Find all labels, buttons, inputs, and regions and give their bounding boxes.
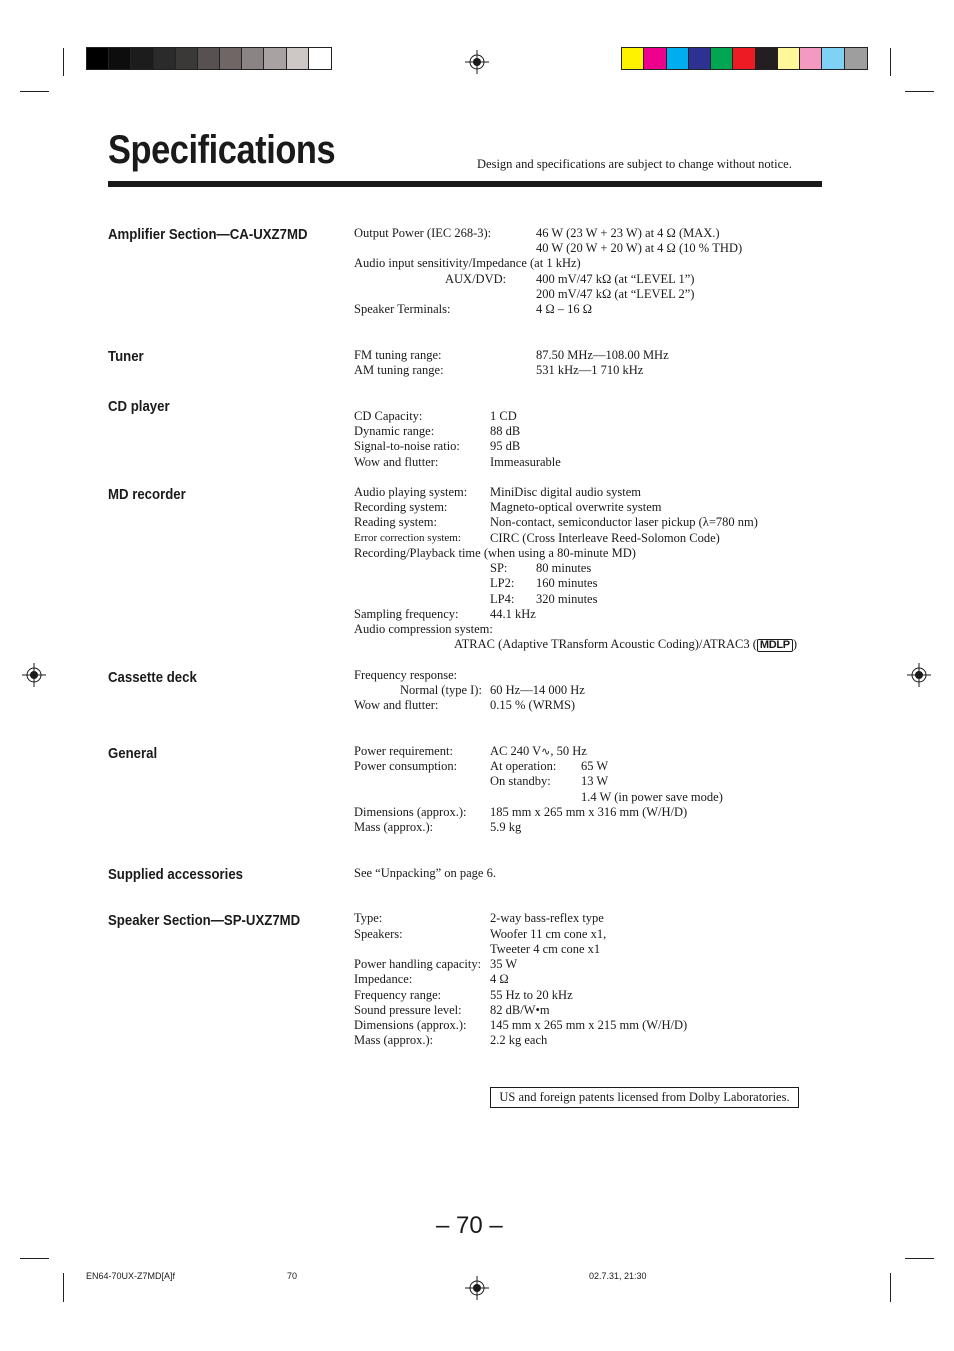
spec-value: 44.1 kHz [490, 607, 536, 621]
color-calibration-bar [621, 47, 868, 70]
section-heading-tuner: Tuner [108, 348, 144, 365]
crop-mark-bottom-left-v [63, 1273, 64, 1302]
spec-label: Dynamic range: [354, 424, 435, 438]
spec-value: 65 W [581, 759, 609, 773]
spec-value: , 50 Hz [550, 744, 587, 758]
spec-value: 2-way bass-reflex type [490, 911, 604, 925]
spec-value-compression [454, 637, 797, 652]
spec-value: 13 W [581, 774, 609, 788]
spec-label: AUX/DVD: [445, 272, 507, 286]
section-heading-general: General [108, 745, 158, 762]
crop-mark-top-right-h [905, 91, 934, 92]
spec-label: FM tuning range: [354, 348, 442, 362]
registration-mark-icon [465, 50, 489, 74]
gray-swatch [87, 48, 109, 69]
spec-label: Dimensions (approx.): [354, 1018, 467, 1032]
crop-mark-top-right-v [890, 48, 891, 76]
spec-label: Power handling capacity: [354, 957, 482, 971]
spec-label: Output Power (IEC 268-3): [354, 226, 492, 240]
spec-label: Recording/Playback time (when using a 80-minute MD) [354, 546, 636, 560]
spec-label: Speaker Terminals: [354, 302, 451, 316]
footer-date: 02.7.31, 21:30 [589, 1271, 647, 1281]
color-swatch [622, 48, 644, 69]
spec-label: Impedance: [354, 972, 413, 986]
color-swatch [822, 48, 844, 69]
section-heading-cd-player: CD player [108, 398, 170, 415]
gray-swatch [109, 48, 131, 69]
grayscale-color-bar [86, 47, 332, 70]
spec-value: Tweeter 4 cm cone x1 [490, 942, 601, 956]
spec-value: 95 dB [490, 439, 521, 453]
spec-label: Mass (approx.): [354, 1033, 434, 1047]
crop-mark-top-left-h [20, 91, 49, 92]
spec-value: 87.50 MHz—108.00 MHz [536, 348, 669, 362]
spec-label: Mass (approx.): [354, 820, 434, 834]
spec-label: Error correction system: [354, 532, 461, 544]
spec-label: Signal-to-noise ratio: [354, 439, 460, 453]
spec-label: LP4: [490, 592, 515, 606]
gray-swatch [198, 48, 220, 69]
gray-swatch [176, 48, 198, 69]
spec-value: 200 mV/47 kΩ (at “LEVEL 2”) [536, 287, 695, 301]
spec-value: 400 mV/47 kΩ (at “LEVEL 1”) [536, 272, 695, 286]
color-swatch [778, 48, 800, 69]
ac-symbol-icon: ∿ [541, 746, 551, 758]
color-swatch [756, 48, 778, 69]
page-title: Specifications [108, 128, 336, 172]
section-heading-md-recorder: MD recorder [108, 486, 186, 503]
spec-label: Normal (type I): [400, 683, 482, 697]
spec-label: SP: [490, 561, 508, 575]
color-swatch [644, 48, 666, 69]
spec-value: 531 kHz—1 710 kHz [536, 363, 644, 377]
color-swatch [667, 48, 689, 69]
section-heading-speaker: Speaker Section—SP-UXZ7MD [108, 912, 301, 929]
crop-mark-bottom-right-h [905, 1258, 934, 1259]
spec-value: 0.15 % (WRMS) [490, 698, 576, 712]
spec-label: Power requirement: [354, 744, 453, 758]
registration-mark-icon [465, 1276, 489, 1300]
spec-label: On standby: [490, 774, 551, 788]
color-swatch [711, 48, 733, 69]
spec-value: 185 mm x 265 mm x 316 mm (W/H/D) [490, 805, 688, 819]
spec-label: CD Capacity: [354, 409, 423, 423]
spec-value: See “Unpacking” on page 6. [354, 866, 496, 880]
gray-swatch [287, 48, 309, 69]
spec-label: Type: [354, 911, 383, 925]
spec-label: Audio playing system: [354, 485, 468, 499]
spec-value: ) [792, 637, 798, 651]
mdlp-logo: MDLP [757, 639, 793, 652]
spec-label: Recording system: [354, 500, 448, 514]
spec-value: 88 dB [490, 424, 521, 438]
crop-mark-bottom-right-v [890, 1273, 891, 1302]
spec-label: At operation: [490, 759, 557, 773]
spec-label: Frequency range: [354, 988, 442, 1002]
spec-label: Wow and flutter: [354, 698, 439, 712]
spec-value: 160 minutes [536, 576, 598, 590]
spec-value: ATRAC (Adaptive TRansform Acoustic Coding)/ATRAC3 ( [454, 637, 757, 651]
spec-value: Magneto-optical overwrite system [490, 500, 662, 514]
spec-value: 40 W (20 W + 20 W) at 4 Ω (10 % THD) [536, 241, 743, 255]
spec-value: 2.2 kg each [490, 1033, 548, 1047]
spec-label: Audio input sensitivity/Impedance (at 1 kHz) [354, 256, 581, 270]
color-swatch [689, 48, 711, 69]
spec-value: 4 Ω [490, 972, 509, 986]
spec-value: 145 mm x 265 mm x 215 mm (W/H/D) [490, 1018, 688, 1032]
gray-swatch [131, 48, 153, 69]
section-heading-cassette-deck: Cassette deck [108, 669, 197, 686]
spec-value: 5.9 kg [490, 820, 522, 834]
registration-mark-icon [22, 663, 46, 687]
color-swatch [733, 48, 755, 69]
title-rule [108, 181, 822, 187]
color-swatch [845, 48, 867, 69]
spec-value: CIRC (Cross Interleave Reed-Solomon Code) [490, 531, 720, 545]
spec-value: 46 W (23 W + 23 W) at 4 Ω (MAX.) [536, 226, 720, 240]
spec-value: 60 Hz—14 000 Hz [490, 683, 585, 697]
spec-label: Speakers: [354, 927, 403, 941]
spec-value: 82 dB/W•m [490, 1003, 550, 1017]
spec-label: Wow and flutter: [354, 455, 439, 469]
spec-value: 80 minutes [536, 561, 592, 575]
spec-label: Frequency response: [354, 668, 458, 682]
spec-value: 55 Hz to 20 kHz [490, 988, 573, 1002]
spec-value: 35 W [490, 957, 518, 971]
crop-mark-bottom-left-h [20, 1258, 49, 1259]
color-swatch [800, 48, 822, 69]
gray-swatch [242, 48, 264, 69]
spec-label: Dimensions (approx.): [354, 805, 467, 819]
spec-value: Non-contact, semiconductor laser pickup (λ=780 nm) [490, 515, 758, 529]
spec-value: 1 CD [490, 409, 517, 423]
footer-file-name: EN64-70UX-Z7MD[A]f [86, 1271, 176, 1281]
spec-label: AM tuning range: [354, 363, 444, 377]
spec-value: 320 minutes [536, 592, 598, 606]
spec-value: MiniDisc digital audio system [490, 485, 642, 499]
gray-swatch [154, 48, 176, 69]
gray-swatch [264, 48, 286, 69]
spec-value-power-requirement [490, 744, 587, 760]
spec-value: 4 Ω – 16 Ω [536, 302, 593, 316]
gray-swatch [220, 48, 242, 69]
spec-value: 1.4 W (in power save mode) [581, 790, 723, 804]
footer-page: 70 [287, 1271, 298, 1281]
spec-value: Woofer 11 cm cone x1, [490, 927, 607, 941]
spec-value: Immeasurable [490, 455, 561, 469]
spec-label: Sound pressure level: [354, 1003, 462, 1017]
crop-mark-top-left-v [63, 48, 64, 76]
page-number: – 70 – [436, 1212, 503, 1239]
section-heading-supplied-accessories: Supplied accessories [108, 866, 243, 883]
spec-label: Power consumption: [354, 759, 458, 773]
section-heading-amplifier: Amplifier Section—CA-UXZ7MD [108, 226, 308, 243]
spec-label: Sampling frequency: [354, 607, 459, 621]
patent-notice: US and foreign patents licensed from Dolby Laboratories. [490, 1087, 799, 1108]
spec-value: AC 240 V [490, 744, 542, 758]
registration-mark-icon [907, 663, 931, 687]
gray-swatch [309, 48, 331, 69]
spec-label: Audio compression system: [354, 622, 493, 636]
spec-label: Reading system: [354, 515, 437, 529]
specs-notice: Design and specifications are subject to change without notice. [477, 157, 792, 171]
spec-label: LP2: [490, 576, 515, 590]
